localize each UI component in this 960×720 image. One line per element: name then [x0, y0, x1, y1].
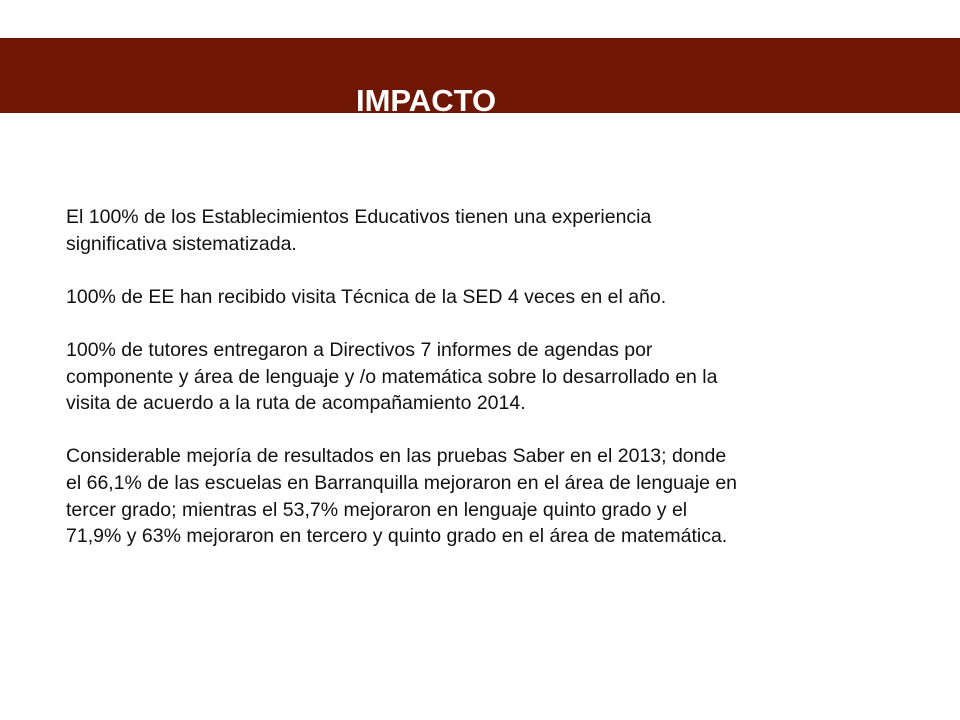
text-line: Considerable mejoría de resultados en las pruebas Saber en el 2013; donde: [66, 445, 727, 468]
text-line: componente y área de lenguaje y /o matemática sobre lo desarrollado en la: [66, 365, 718, 388]
text-line: 100% de tutores entregaron a Directivos 7 informes de agendas por: [66, 338, 653, 361]
title-band: [0, 38, 960, 113]
paragraph-resultados-saber: [66, 443, 916, 549]
paragraph-informes-tutores: [66, 337, 916, 417]
slide-title: IMPACTO: [356, 83, 497, 113]
text-line: visita de acuerdo a la ruta de acompañamiento 2014.: [66, 392, 526, 415]
text-line: tercer grado; mientras el 53,7% mejoraron en lenguaje quinto grado y el: [66, 498, 688, 521]
text-line: El 100% de los Establecimientos Educativos tienen una experiencia: [66, 206, 652, 228]
text-line: 71,9% y 63% mejoraron en tercero y quinto grado en el área de matemática.: [66, 525, 728, 548]
text-line: el 66,1% de las escuelas en Barranquilla mejoraron en el área de lenguaje en: [66, 471, 738, 494]
text-line: significativa sistematizada.: [66, 232, 297, 255]
text-line: 100% de EE han recibido visita Técnica de la SED 4 veces en el año.: [66, 285, 667, 308]
slide-body: [66, 204, 916, 550]
paragraph-visita-tecnica: [66, 284, 916, 311]
paragraph-experiencia: [66, 204, 916, 257]
